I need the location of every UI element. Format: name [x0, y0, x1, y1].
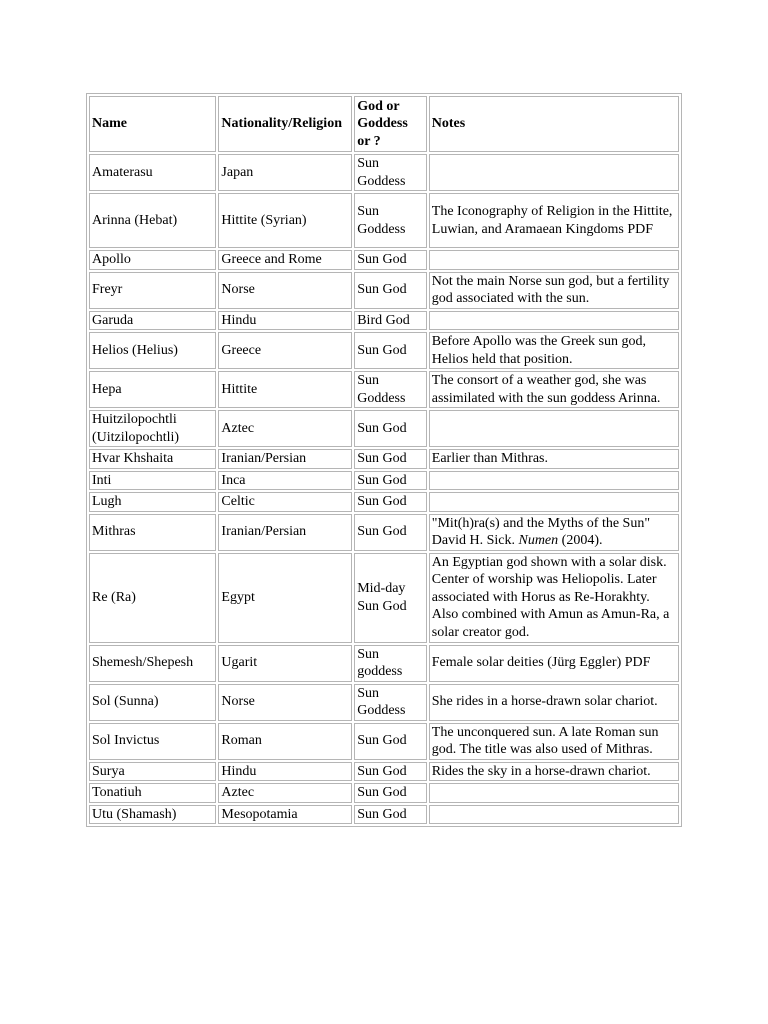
cell-name: Apollo — [89, 250, 216, 270]
cell-nationality: Aztec — [218, 783, 352, 803]
cell-notes: The unconquered sun. A late Roman sun god. The title was also used of Mithras. — [429, 723, 679, 760]
cell-name: Hvar Khshaita — [89, 449, 216, 469]
cell-nationality: Egypt — [218, 553, 352, 643]
table-row — [89, 553, 679, 643]
cell-notes — [429, 471, 679, 491]
cell-nationality: Japan — [218, 154, 352, 191]
cell-god: Sun God — [354, 783, 427, 803]
table-row — [89, 762, 679, 782]
notes-text: (2004). — [558, 533, 603, 548]
cell-god: Sun God — [354, 723, 427, 760]
cell-god: Sun God — [354, 514, 427, 551]
cell-god: Sun God — [354, 492, 427, 512]
table-row — [89, 193, 679, 248]
table-row — [89, 645, 679, 682]
cell-god: Sun goddess — [354, 645, 427, 682]
table-row — [89, 332, 679, 369]
cell-notes: Rides the sky in a horse-drawn chariot. — [429, 762, 679, 782]
cell-god: Sun God — [354, 471, 427, 491]
table-row — [89, 272, 679, 309]
cell-nationality: Hindu — [218, 311, 352, 331]
cell-nationality: Hittite (Syrian) — [218, 193, 352, 248]
table-row — [89, 250, 679, 270]
cell-nationality: Ugarit — [218, 645, 352, 682]
cell-god: Sun God — [354, 762, 427, 782]
cell-god: Mid-day Sun God — [354, 553, 427, 643]
table-row — [89, 410, 679, 447]
cell-notes: Not the main Norse sun god, but a fertility god associated with the sun. — [429, 272, 679, 309]
cell-name: Garuda — [89, 311, 216, 331]
table-row — [89, 471, 679, 491]
cell-notes — [429, 250, 679, 270]
table-row — [89, 492, 679, 512]
cell-nationality: Iranian/Persian — [218, 514, 352, 551]
table-row — [89, 805, 679, 825]
table-row — [89, 514, 679, 551]
cell-notes: The consort of a weather god, she was assimilated with the sun goddess Arinna. — [429, 371, 679, 408]
header-row — [89, 96, 679, 152]
cell-god: Sun God — [354, 272, 427, 309]
table-row — [89, 449, 679, 469]
cell-nationality: Hittite — [218, 371, 352, 408]
cell-god: Sun God — [354, 805, 427, 825]
table-row — [89, 311, 679, 331]
cell-name: Inti — [89, 471, 216, 491]
cell-nationality: Celtic — [218, 492, 352, 512]
cell-nationality: Aztec — [218, 410, 352, 447]
header-notes: Notes — [429, 96, 679, 152]
cell-nationality: Roman — [218, 723, 352, 760]
cell-notes — [429, 154, 679, 191]
cell-name: Mithras — [89, 514, 216, 551]
table-row — [89, 723, 679, 760]
cell-name: Sol Invictus — [89, 723, 216, 760]
cell-god: Sun God — [354, 332, 427, 369]
header-god: God or Goddess or ? — [354, 96, 427, 152]
cell-notes: The Iconography of Religion in the Hittite, Luwian, and Aramaean Kingdoms PDF — [429, 193, 679, 248]
sun-deities-table — [86, 93, 682, 827]
table-row — [89, 783, 679, 803]
cell-nationality: Hindu — [218, 762, 352, 782]
cell-name: Utu (Shamash) — [89, 805, 216, 825]
cell-notes — [429, 805, 679, 825]
cell-notes: Female solar deities (Jürg Eggler) PDF — [429, 645, 679, 682]
cell-god: Sun Goddess — [354, 154, 427, 191]
cell-notes: An Egyptian god shown with a solar disk. Center of worship was Heliopolis. Later associated with Horus as Re-Horakhty. Also combined with Amun as Amun-Ra, a solar creator god. — [429, 553, 679, 643]
cell-name: Hepa — [89, 371, 216, 408]
header-name: Name — [89, 96, 216, 152]
table-row — [89, 684, 679, 721]
cell-name: Arinna (Hebat) — [89, 193, 216, 248]
cell-nationality: Norse — [218, 272, 352, 309]
cell-name: Freyr — [89, 272, 216, 309]
cell-notes — [429, 311, 679, 331]
notes-text: "Mit(h)ra(s) and the Myths of the Sun" David H. Sick. — [431, 515, 651, 548]
header-nationality: Nationality/Religion — [218, 96, 352, 152]
cell-god: Bird God — [354, 311, 427, 331]
cell-name: Huitzilopochtli (Uitzilopochtli) — [89, 410, 216, 447]
cell-nationality: Inca — [218, 471, 352, 491]
cell-name: Lugh — [89, 492, 216, 512]
cell-god: Sun God — [354, 449, 427, 469]
cell-god: Sun God — [354, 410, 427, 447]
cell-nationality: Iranian/Persian — [218, 449, 352, 469]
cell-name: Surya — [89, 762, 216, 782]
cell-nationality: Mesopotamia — [218, 805, 352, 825]
cell-god: Sun Goddess — [354, 684, 427, 721]
cell-notes — [429, 783, 679, 803]
cell-name: Re (Ra) — [89, 553, 216, 643]
cell-notes — [429, 410, 679, 447]
cell-notes — [429, 492, 679, 512]
cell-name: Shemesh/Shepesh — [89, 645, 216, 682]
cell-name: Tonatiuh — [89, 783, 216, 803]
cell-notes: Before Apollo was the Greek sun god, Helios held that position. — [429, 332, 679, 369]
cell-name: Sol (Sunna) — [89, 684, 216, 721]
cell-nationality: Greece — [218, 332, 352, 369]
cell-notes: Earlier than Mithras. — [429, 449, 679, 469]
cell-nationality: Norse — [218, 684, 352, 721]
cell-notes — [429, 514, 679, 551]
journal-title: Numen — [518, 533, 559, 548]
cell-god: Sun God — [354, 250, 427, 270]
cell-god: Sun Goddess — [354, 371, 427, 408]
table-row — [89, 154, 679, 191]
cell-god: Sun Goddess — [354, 193, 427, 248]
cell-nationality: Greece and Rome — [218, 250, 352, 270]
cell-notes: She rides in a horse-drawn solar chariot. — [429, 684, 679, 721]
cell-name: Helios (Helius) — [89, 332, 216, 369]
table-row — [89, 371, 679, 408]
cell-name: Amaterasu — [89, 154, 216, 191]
